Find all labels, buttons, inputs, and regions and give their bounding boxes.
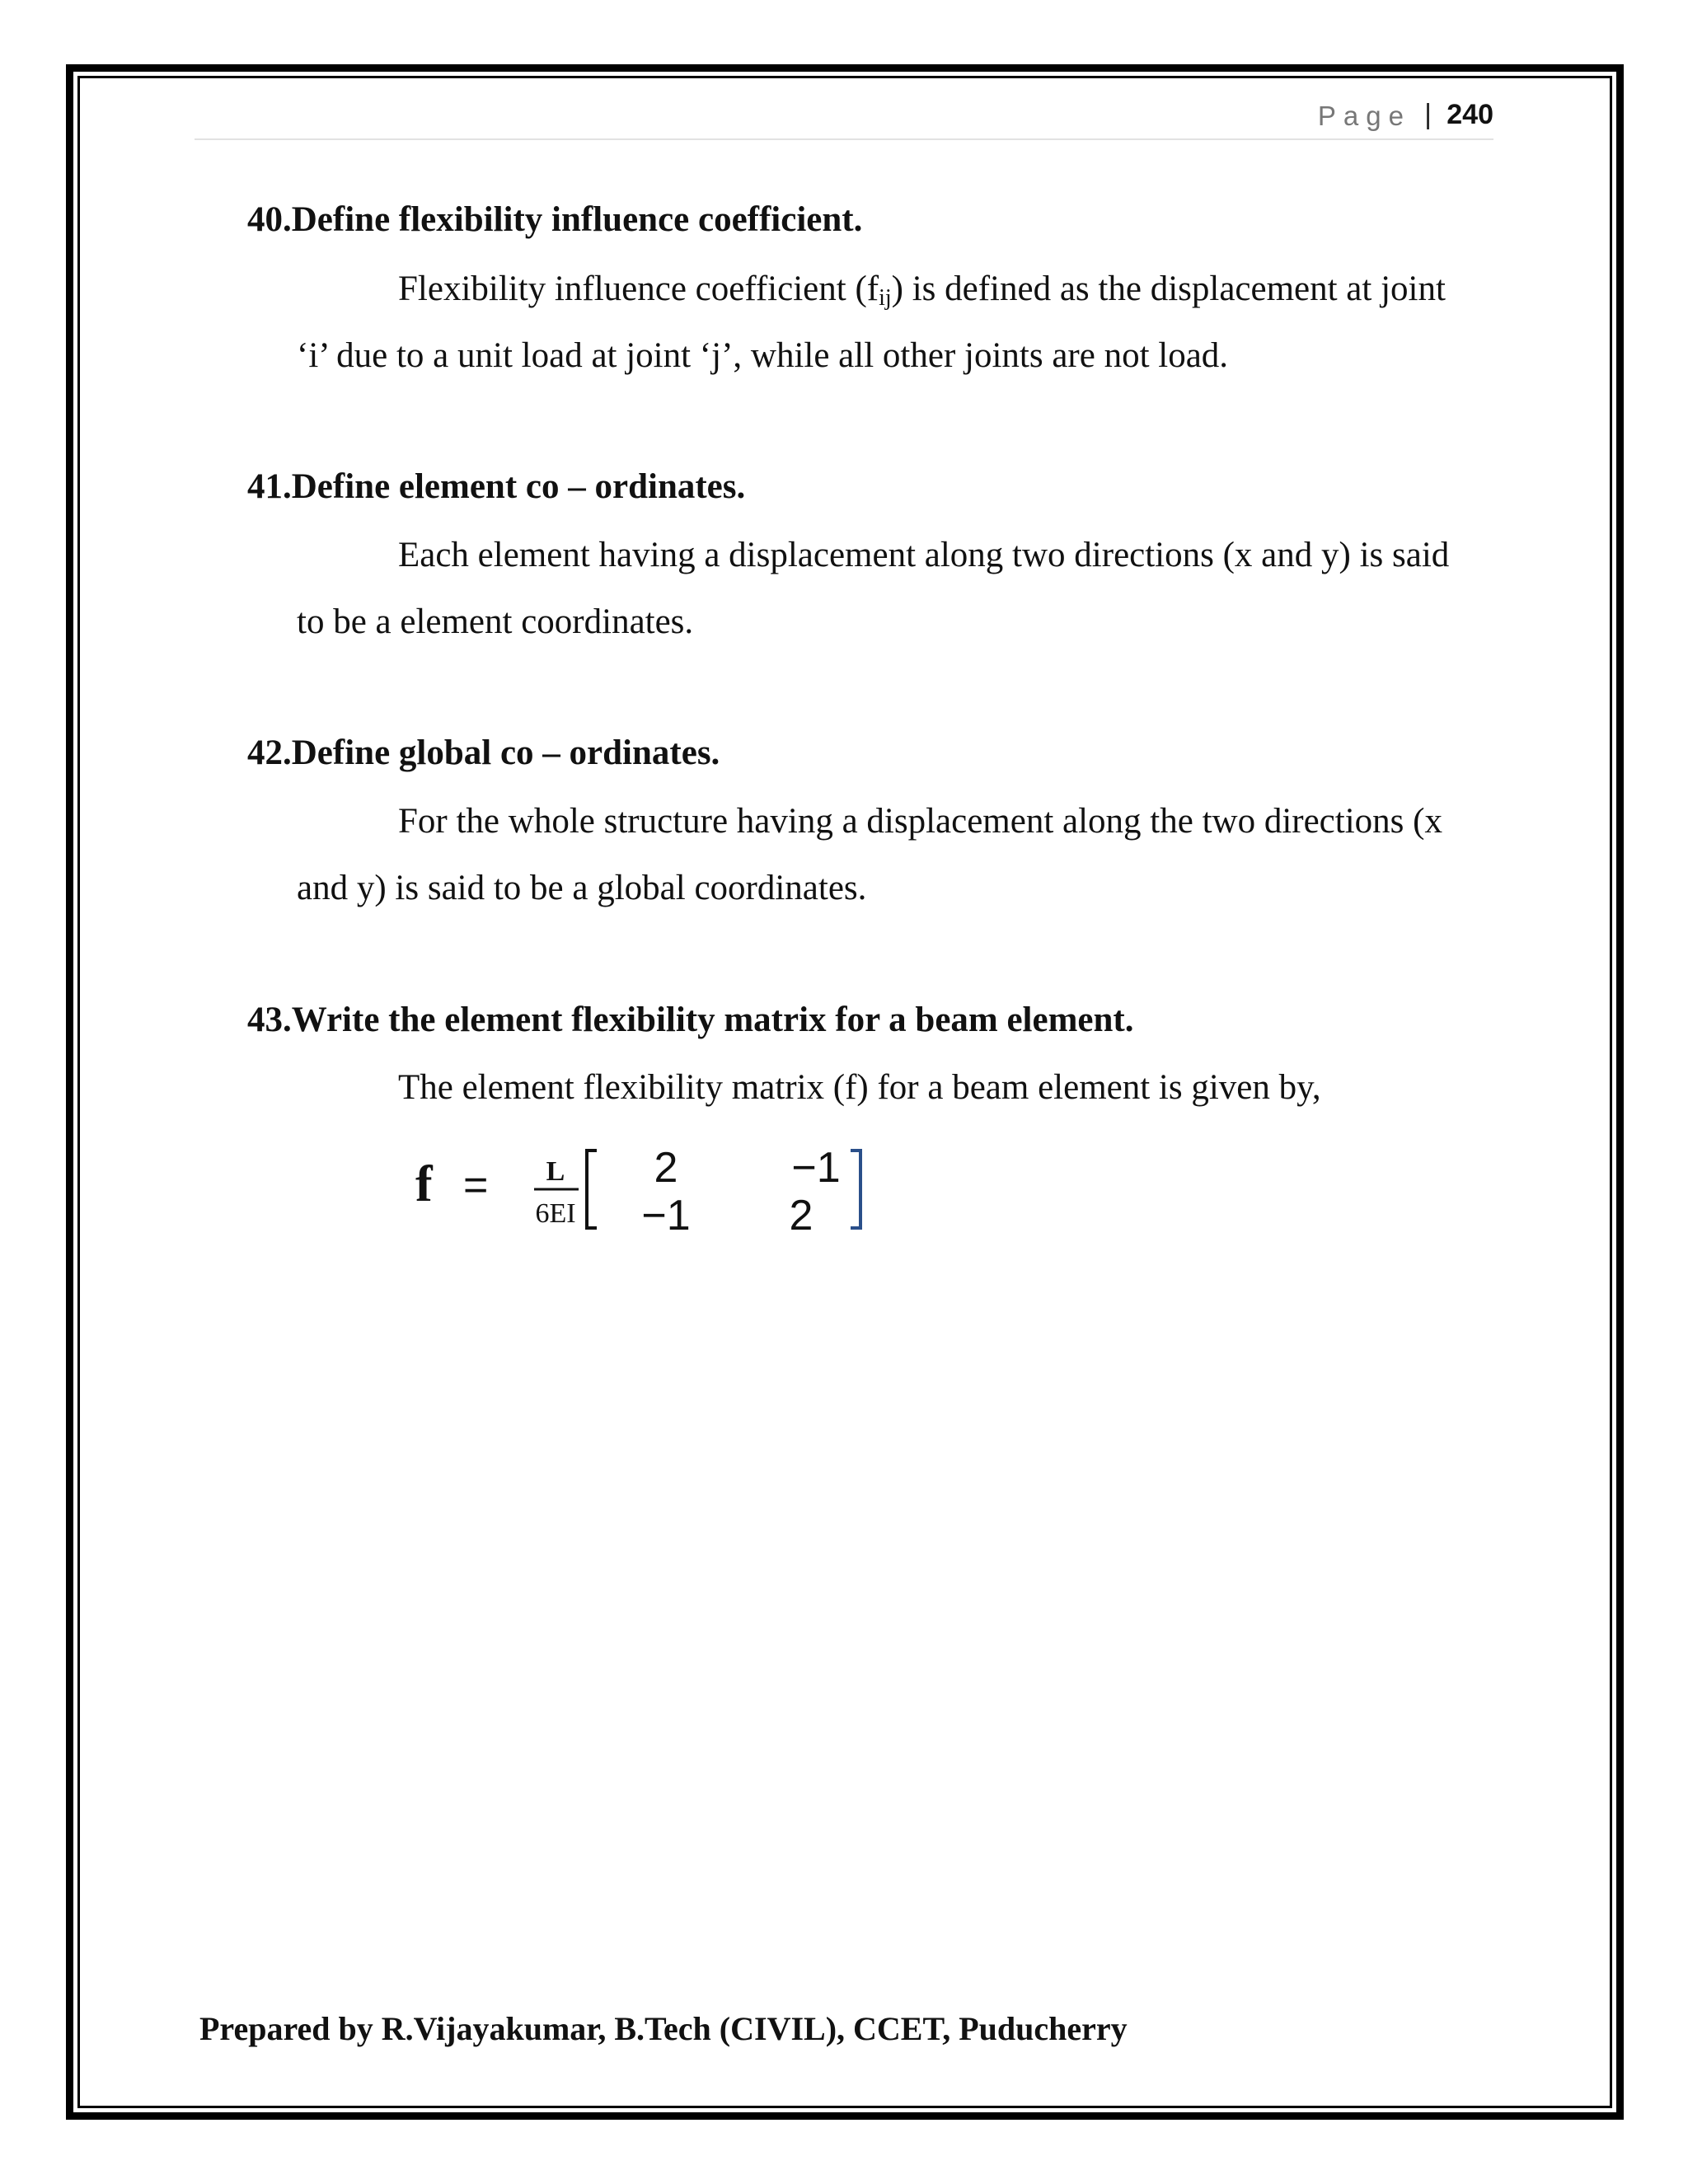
- formula-denominator: 6EI: [535, 1198, 576, 1229]
- question-40-title: 40.Define flexibility influence coefficient.: [247, 200, 863, 239]
- matrix-cell-1-1: 2: [654, 1144, 678, 1192]
- question-43-answer: The element flexibility matrix (f) for a beam element is given by,: [398, 1068, 1321, 1107]
- question-41-answer: Each element having a displacement along two directions (x and y) is said to be a element coordinates.: [297, 536, 1450, 641]
- question-42-answer: For the whole structure having a displacement along the two directions (x and y) is said to be a global coordinates.: [297, 802, 1442, 907]
- matrix-cell-2-1: −1: [641, 1192, 691, 1240]
- answer-text: Flexibility influence coefficient (f: [398, 269, 879, 308]
- page-header: [195, 97, 1493, 140]
- page-number: 240: [1447, 99, 1493, 130]
- question-41-title: 41.Define element co – ordinates.: [247, 467, 746, 506]
- formula-numerator: L: [546, 1156, 565, 1187]
- answer-text-continued: ) is defined as the displacement at joint ‘i’ due to a unit load at joint ‘j’, while all other joints are not load.: [297, 269, 1446, 375]
- matrix-cell-1-2: −1: [791, 1144, 841, 1192]
- question-40-answer: [297, 255, 1484, 389]
- question-42-title: 42.Define global co – ordinates.: [247, 733, 720, 772]
- footer-credit: Prepared by R.Vijayakumar, B.Tech (CIVIL), CCET, Puducherry: [199, 2010, 1128, 2047]
- formula-equals: =: [463, 1161, 489, 1209]
- question-43-title: 43.Write the element flexibility matrix for a beam element.: [247, 1001, 1134, 1039]
- matrix-cell-2-2: 2: [789, 1192, 814, 1240]
- flexibility-matrix-formula: [414, 1139, 862, 1240]
- subscript-ij: ij: [879, 285, 892, 311]
- page-separator: |: [1424, 99, 1432, 130]
- matrix-right-bracket: [851, 1151, 860, 1228]
- page-label: Page: [1317, 101, 1411, 131]
- formula-lhs: f: [415, 1156, 433, 1212]
- matrix-left-bracket: [587, 1151, 597, 1228]
